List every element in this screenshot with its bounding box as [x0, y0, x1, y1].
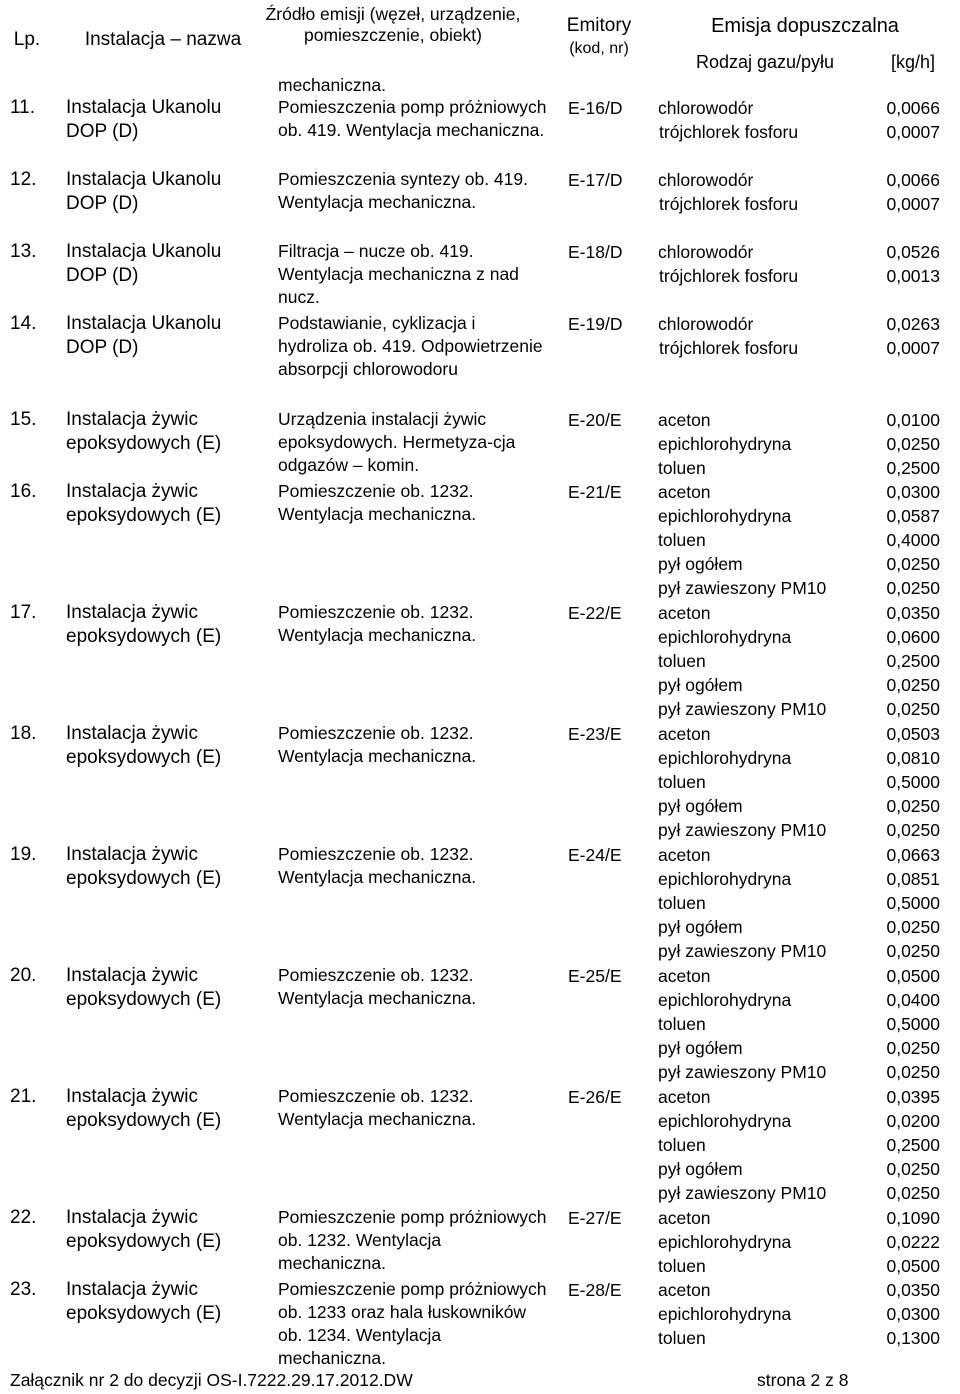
- emitter-code: E-18/D: [568, 242, 623, 262]
- row-number: 15.: [10, 409, 37, 430]
- emitter-code: E-27/E: [568, 1208, 622, 1228]
- gas-value: 0,0250: [886, 1159, 940, 1179]
- gas-name: trójchlorek fosforu: [659, 338, 799, 358]
- row-number: 20.: [10, 965, 37, 986]
- row-number: 17.: [10, 602, 37, 623]
- gas-name: pył ogółem: [658, 917, 743, 937]
- gas-name: toluen: [658, 1328, 706, 1348]
- gas-value: 0,0250: [886, 820, 940, 840]
- gas-name: trójchlorek fosforu: [659, 194, 799, 214]
- gas-name: toluen: [658, 1135, 706, 1155]
- gas-value: 0,0300: [886, 482, 940, 502]
- header-emitters: [556, 14, 642, 60]
- gas-name: trójchlorek fosforu: [659, 122, 799, 142]
- gas-name: epichlorohydryna: [658, 434, 792, 454]
- gas-value: 0,4000: [886, 530, 940, 550]
- gas-name: epichlorohydryna: [658, 869, 792, 889]
- gas-value: 0,0263: [886, 314, 940, 334]
- installation-name: Instalacja Ukanolu DOP (D): [66, 169, 222, 214]
- gas-name: chlorowodór: [658, 170, 754, 190]
- gas-value: 0,1300: [886, 1328, 940, 1348]
- emission-source: Pomieszczenie pomp próżniowych ob. 1233 oraz hala łuskowników ob. 1234. Wentylacja mechaniczna.: [278, 1279, 547, 1368]
- gas-name: toluen: [658, 893, 706, 913]
- gas-name: epichlorohydryna: [658, 1304, 792, 1324]
- gas-name: toluen: [658, 772, 706, 792]
- row-number: 23.: [10, 1279, 37, 1300]
- emission-source: Urządzenia instalacji żywic epoksydowych. Hermetyza-cja odgazów – komin.: [278, 409, 516, 475]
- gas-value: 0,0350: [886, 1280, 940, 1300]
- gas-name: chlorowodór: [658, 242, 754, 262]
- gas-value: 0,0007: [886, 194, 940, 214]
- header-allowed-emission: Emisja dopuszczalna: [711, 15, 899, 37]
- gas-value: 0,0013: [886, 266, 940, 286]
- gas-value: 0,5000: [886, 772, 940, 792]
- gas-name: pył zawieszony PM10: [658, 820, 827, 840]
- header-emitters-sub: (kod, nr): [569, 40, 629, 57]
- gas-value: 0,0526: [886, 242, 940, 262]
- row-number: 16.: [10, 481, 37, 502]
- row-number: 14.: [10, 313, 37, 334]
- gas-value: 0,0066: [886, 98, 940, 118]
- gas-value: 0,0250: [886, 1062, 940, 1082]
- row-number: 12.: [10, 169, 37, 190]
- emitter-code: E-26/E: [568, 1087, 622, 1107]
- row-number: 22.: [10, 1207, 37, 1228]
- gas-name: toluen: [658, 651, 706, 671]
- installation-name: Instalacja Ukanolu DOP (D): [66, 313, 222, 358]
- gas-name: aceton: [658, 966, 711, 986]
- gas-value: 0,0500: [886, 1256, 940, 1276]
- gas-name: toluen: [658, 1256, 706, 1276]
- gas-name: aceton: [658, 1208, 711, 1228]
- gas-value: 0,0395: [886, 1087, 940, 1107]
- installation-name: Instalacja Ukanolu DOP (D): [66, 241, 222, 286]
- row-number: 13.: [10, 241, 37, 262]
- gas-name: pył zawieszony PM10: [658, 1183, 827, 1203]
- gas-name: chlorowodór: [658, 314, 754, 334]
- gas-value: 0,0250: [886, 796, 940, 816]
- gas-name: pył zawieszony PM10: [658, 578, 827, 598]
- gas-value: 0,0350: [886, 603, 940, 623]
- installation-name: Instalacja żywic epoksydowych (E): [66, 409, 222, 454]
- gas-name: aceton: [658, 410, 711, 430]
- gas-value: 0,0250: [886, 699, 940, 719]
- gas-name: aceton: [658, 1087, 711, 1107]
- emitter-code: E-22/E: [568, 603, 622, 623]
- gas-value: 0,0250: [886, 578, 940, 598]
- gas-name: toluen: [658, 458, 706, 478]
- gas-value: 0,0007: [886, 122, 940, 142]
- header-source-continuation: mechaniczna.: [278, 75, 386, 95]
- gas-name: aceton: [658, 603, 711, 623]
- emission-source: Pomieszczenie ob. 1232. Wentylacja mechaniczna.: [278, 844, 477, 887]
- row-number: 19.: [10, 844, 37, 865]
- gas-name: epichlorohydryna: [658, 627, 792, 647]
- gas-value: 0,0503: [886, 724, 940, 744]
- gas-name: epichlorohydryna: [658, 1232, 792, 1252]
- gas-value: 0,2500: [886, 1135, 940, 1155]
- emitter-code: E-20/E: [568, 410, 622, 430]
- gas-value: 0,0100: [886, 410, 940, 430]
- emission-source: Podstawianie, cyklizacja i hydroliza ob. 419. Odpowietrzenie absorpcji chlorowodoru: [278, 313, 543, 379]
- gas-name: aceton: [658, 845, 711, 865]
- header-unit: [kg/h]: [890, 52, 936, 72]
- emission-source: Pomieszczenie ob. 1232. Wentylacja mechaniczna.: [278, 1086, 477, 1129]
- installation-name: Instalacja żywic epoksydowych (E): [66, 844, 222, 889]
- header-installation-name: Instalacja – nazwa: [84, 29, 242, 50]
- gas-value: 0,0851: [886, 869, 940, 889]
- emitter-code: E-25/E: [568, 966, 622, 986]
- gas-value: 0,0250: [886, 917, 940, 937]
- emitter-code: E-17/D: [568, 170, 623, 190]
- gas-name: pył ogółem: [658, 796, 743, 816]
- gas-name: epichlorohydryna: [658, 748, 792, 768]
- gas-value: 0,0600: [886, 627, 940, 647]
- footer-page-number: strona 2 z 8: [757, 1370, 849, 1390]
- gas-name: pył zawieszony PM10: [658, 1062, 827, 1082]
- gas-name: aceton: [658, 482, 711, 502]
- emission-source: Pomieszczenie ob. 1232. Wentylacja mechaniczna.: [278, 481, 477, 524]
- gas-value: 0,5000: [886, 893, 940, 913]
- gas-value: 0,0250: [886, 434, 940, 454]
- gas-name: pył ogółem: [658, 675, 743, 695]
- row-number: 11.: [10, 97, 36, 118]
- emitter-code: E-23/E: [568, 724, 622, 744]
- gas-name: toluen: [658, 1014, 706, 1034]
- header-lp: Lp.: [13, 29, 41, 50]
- gas-name: pył zawieszony PM10: [658, 941, 827, 961]
- gas-value: 0,0500: [886, 966, 940, 986]
- gas-value: 0,0250: [886, 554, 940, 574]
- installation-name: Instalacja żywic epoksydowych (E): [66, 723, 222, 768]
- gas-value: 0,5000: [886, 1014, 940, 1034]
- emission-source: Pomieszczenia syntezy ob. 419. Wentylacja mechaniczna.: [278, 169, 528, 212]
- emitter-code: E-21/E: [568, 482, 622, 502]
- gas-name: epichlorohydryna: [658, 1111, 792, 1131]
- installation-name: Instalacja żywic epoksydowych (E): [66, 1086, 222, 1131]
- gas-name: pył ogółem: [658, 1159, 743, 1179]
- header-gas-type: Rodzaj gazu/pyłu: [695, 52, 835, 72]
- gas-name: toluen: [658, 530, 706, 550]
- installation-name: Instalacja żywic epoksydowych (E): [66, 602, 222, 647]
- emission-source: Pomieszczenie ob. 1232. Wentylacja mechaniczna.: [278, 965, 477, 1008]
- page-footer: [0, 1370, 960, 1394]
- gas-value: 0,0300: [886, 1304, 940, 1324]
- gas-name: trójchlorek fosforu: [659, 266, 799, 286]
- emitter-code: E-28/E: [568, 1280, 622, 1300]
- emitter-code: E-16/D: [568, 98, 623, 118]
- emission-source: Pomieszczenie ob. 1232. Wentylacja mechaniczna.: [278, 602, 477, 645]
- gas-value: 0,0400: [886, 990, 940, 1010]
- installation-name: Instalacja Ukanolu DOP (D): [66, 97, 222, 142]
- installation-name: Instalacja żywic epoksydowych (E): [66, 965, 222, 1010]
- installation-name: Instalacja żywic epoksydowych (E): [66, 1207, 222, 1252]
- table-header: [0, 0, 960, 96]
- emitter-code: E-19/D: [568, 314, 623, 334]
- emission-source: Pomieszczenie pomp próżniowych ob. 1232. Wentylacja mechaniczna.: [278, 1207, 547, 1273]
- gas-value: 0,0250: [886, 1183, 940, 1203]
- emission-source: Filtracja – nucze ob. 419. Wentylacja mechaniczna z nad nucz.: [278, 241, 519, 307]
- gas-value: 0,0222: [886, 1232, 940, 1252]
- emitter-code: E-24/E: [568, 845, 622, 865]
- gas-name: chlorowodór: [658, 98, 754, 118]
- gas-name: pył ogółem: [658, 554, 743, 574]
- gas-value: 0,2500: [886, 458, 940, 478]
- row-number: 21.: [10, 1086, 37, 1107]
- gas-value: 0,0250: [886, 1038, 940, 1058]
- gas-value: 0,0066: [886, 170, 940, 190]
- gas-value: 0,0250: [886, 675, 940, 695]
- gas-name: pył zawieszony PM10: [658, 699, 827, 719]
- header-emission-source: Źródło emisji (węzeł, urządzenie, pomieszczenie, obiekt): [265, 4, 521, 45]
- emission-source: Pomieszczenie ob. 1232. Wentylacja mechaniczna.: [278, 723, 477, 766]
- gas-value: 0,0663: [886, 845, 940, 865]
- gas-name: aceton: [658, 1280, 711, 1300]
- gas-value: 0,1090: [886, 1208, 940, 1228]
- emission-source: Pomieszczenia pomp próżniowych ob. 419. Wentylacja mechaniczna.: [278, 97, 547, 140]
- row-number: 18.: [10, 723, 37, 744]
- header-emitters-label: Emitory: [566, 15, 632, 36]
- gas-name: aceton: [658, 724, 711, 744]
- installation-name: Instalacja żywic epoksydowych (E): [66, 1279, 222, 1324]
- installation-name: Instalacja żywic epoksydowych (E): [66, 481, 222, 526]
- gas-name: epichlorohydryna: [658, 990, 792, 1010]
- gas-value: 0,0250: [886, 941, 940, 961]
- gas-name: epichlorohydryna: [658, 506, 792, 526]
- gas-name: pył ogółem: [658, 1038, 743, 1058]
- gas-value: 0,2500: [886, 651, 940, 671]
- gas-value: 0,0810: [886, 748, 940, 768]
- gas-value: 0,0587: [886, 506, 940, 526]
- footer-attachment-note: Załącznik nr 2 do decyzji OS-I.7222.29.17.2012.DW: [10, 1370, 413, 1390]
- gas-value: 0,0200: [886, 1111, 940, 1131]
- gas-value: 0,0007: [886, 338, 940, 358]
